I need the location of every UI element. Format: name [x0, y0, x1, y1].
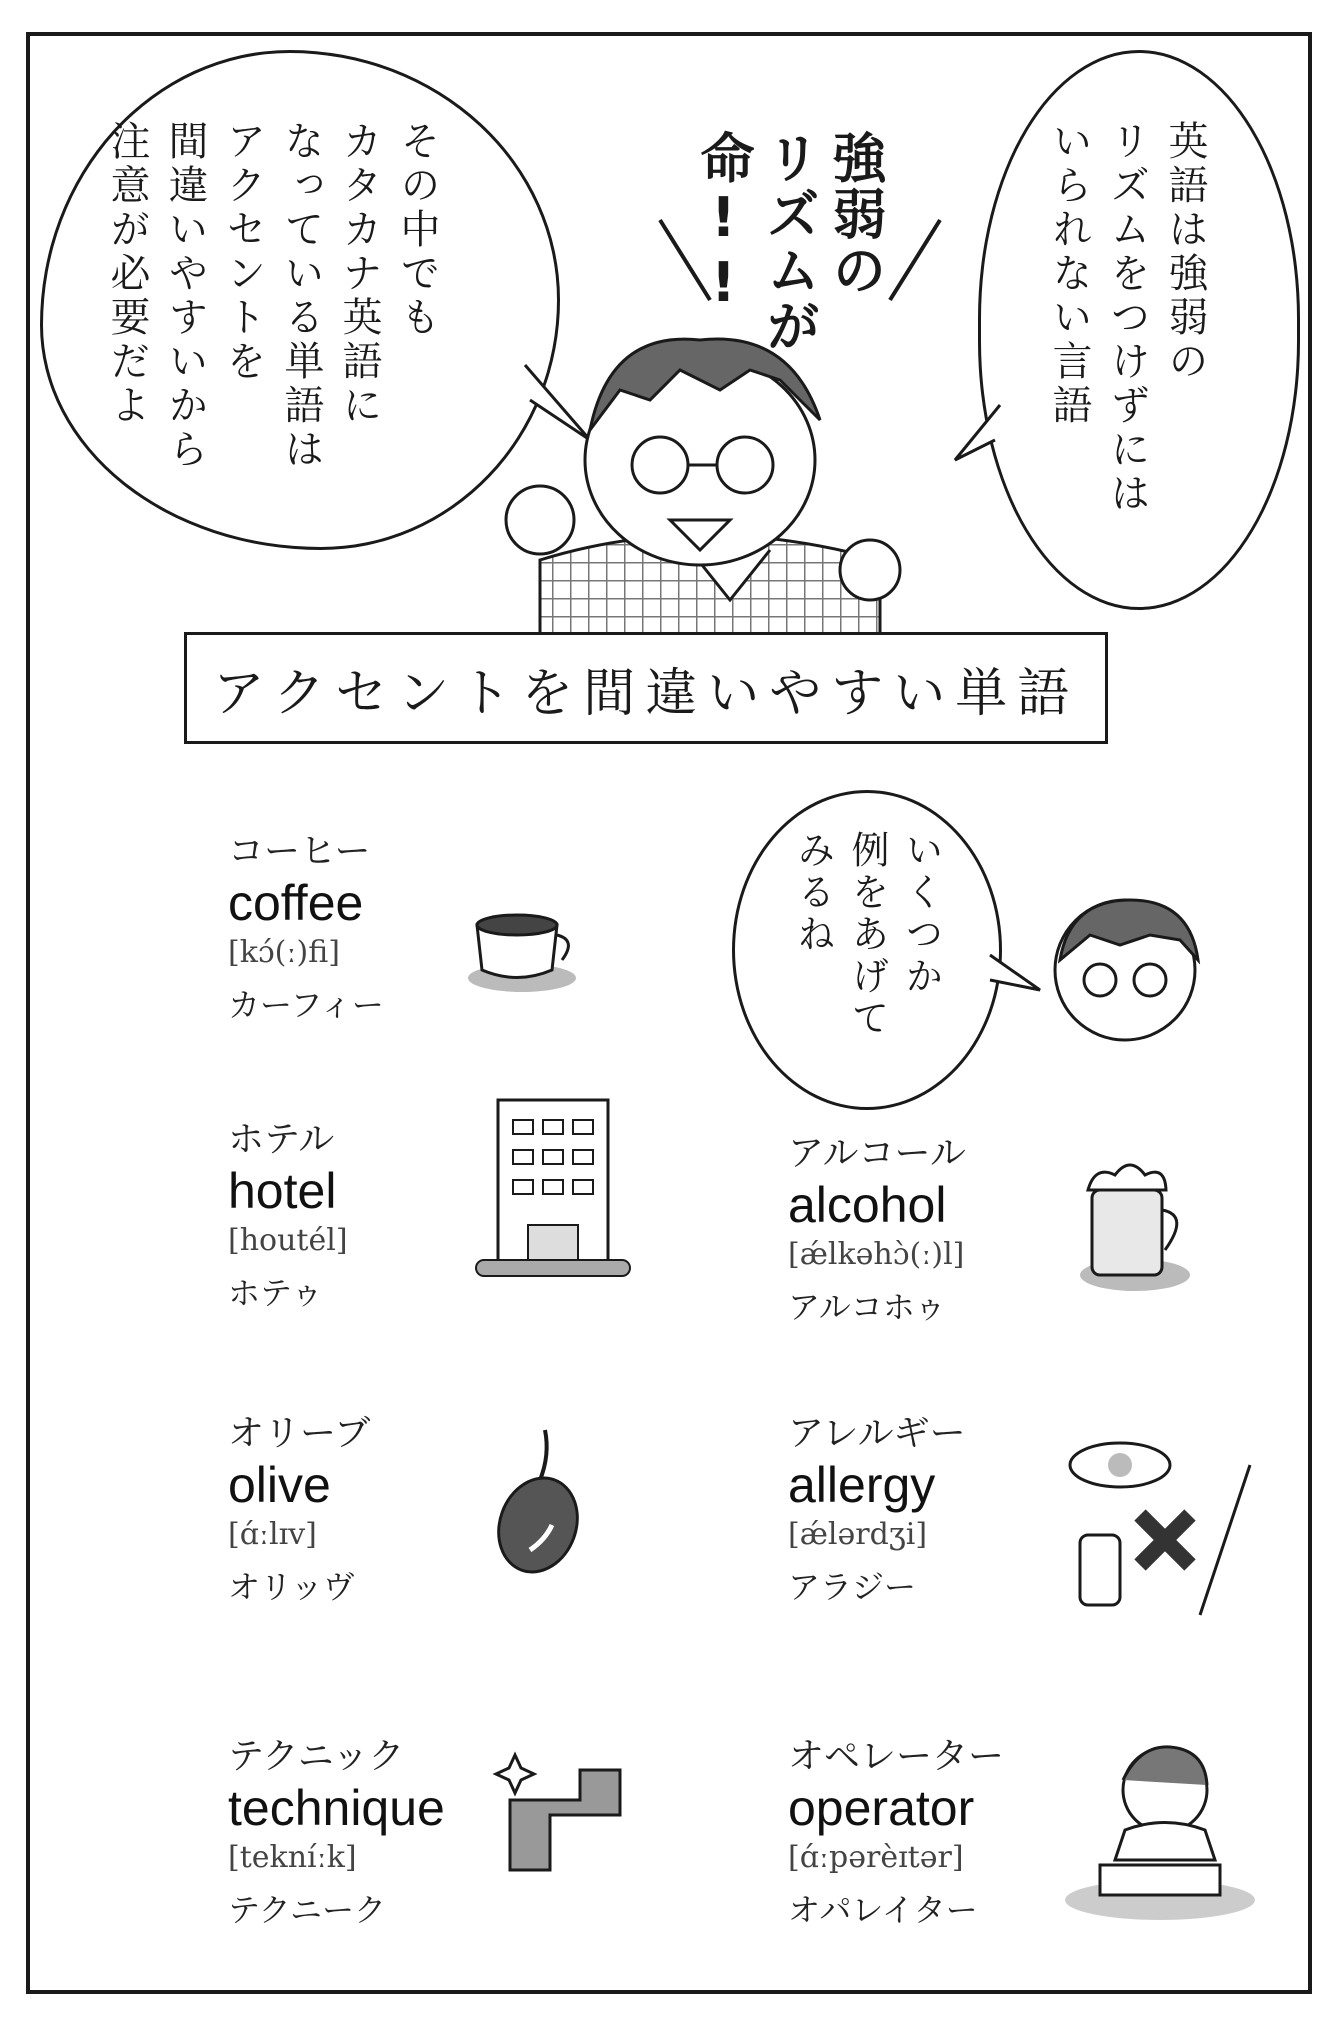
entry-ipa: [tekníːk] [228, 1840, 357, 1875]
entry-word: alcohol [788, 1177, 947, 1233]
entry-ipa: [houtél] [228, 1223, 348, 1258]
bubble-right-text: 英語は強弱の リズムをつけずには いられない言語 [1046, 120, 1208, 516]
entry-katakana: ホテル [228, 1119, 335, 1160]
bubble-left-text: その中でも カタカナ英語に なっている単語は アクセントを 間違いやすいから 注意が必要だよ [104, 120, 440, 472]
section-title-box [184, 632, 1108, 744]
entry-word: hotel [228, 1163, 337, 1219]
section-title: アクセントを間違いやすい単語 [212, 663, 1080, 724]
entry-pronunciation: テクニーク [228, 1891, 387, 1929]
teacher-character-illustration [480, 310, 940, 640]
entry-pronunciation: カーフィー [228, 986, 384, 1024]
entry-ipa: [kɔ́(ː)fi] [228, 935, 340, 970]
entry-ipa: [ǽlərdʒi] [788, 1517, 928, 1552]
beer-mug-icon [1070, 1150, 1210, 1300]
vocab-entry-olive [228, 1412, 488, 1618]
bubble-tail-right [950, 400, 1010, 480]
entry-pronunciation: オパレイター [788, 1891, 978, 1929]
hotel-building-icon [468, 1090, 638, 1290]
allergy-foods-icon [1060, 1435, 1270, 1625]
entry-word: coffee [228, 875, 364, 931]
shout-text: 強弱の リズムが 命!! [692, 130, 887, 354]
entry-pronunciation: オリッヴ [228, 1568, 355, 1606]
entry-ipa: [ɑ́ːlɪv] [228, 1517, 317, 1552]
entry-word: olive [228, 1457, 331, 1513]
entry-pronunciation: アラジー [788, 1568, 917, 1606]
vocab-entry-operator [788, 1735, 1048, 1941]
entry-word: operator [788, 1780, 975, 1836]
operator-headset-icon [1060, 1735, 1260, 1925]
entry-katakana: テクニック [228, 1736, 405, 1777]
entry-word: technique [228, 1780, 445, 1836]
entry-katakana: オペレーター [788, 1736, 1005, 1777]
olive-icon [490, 1425, 590, 1585]
emphasis-lines [640, 200, 960, 320]
flexed-arm-icon [490, 1740, 640, 1880]
entry-katakana: オリーブ [228, 1413, 371, 1454]
entry-ipa: [ǽlkəhɔ̀(ː)l] [788, 1237, 965, 1272]
vocab-entry-allergy [788, 1412, 1048, 1618]
entry-katakana: アルコール [788, 1133, 966, 1174]
coffee-cup-icon [462, 890, 582, 1000]
vocab-entry-coffee [228, 830, 488, 1036]
entry-katakana: コーヒー [228, 831, 371, 872]
entry-pronunciation: ホテゥ [228, 1274, 324, 1312]
entry-katakana: アレルギー [788, 1413, 966, 1454]
teacher-face-illustration [1040, 880, 1210, 1050]
entry-word: allergy [788, 1457, 936, 1513]
vocab-entry-technique [228, 1735, 488, 1941]
vocab-entry-hotel [228, 1118, 488, 1324]
bubble-small-text: いくつか 例をあげて みるね [791, 830, 943, 1040]
entry-pronunciation: アルコホゥ [788, 1288, 947, 1326]
bubble-tail-small [985, 950, 1045, 1000]
vocab-entry-alcohol [788, 1132, 1048, 1338]
entry-ipa: [ɑ́ːpərèɪtər] [788, 1840, 964, 1875]
